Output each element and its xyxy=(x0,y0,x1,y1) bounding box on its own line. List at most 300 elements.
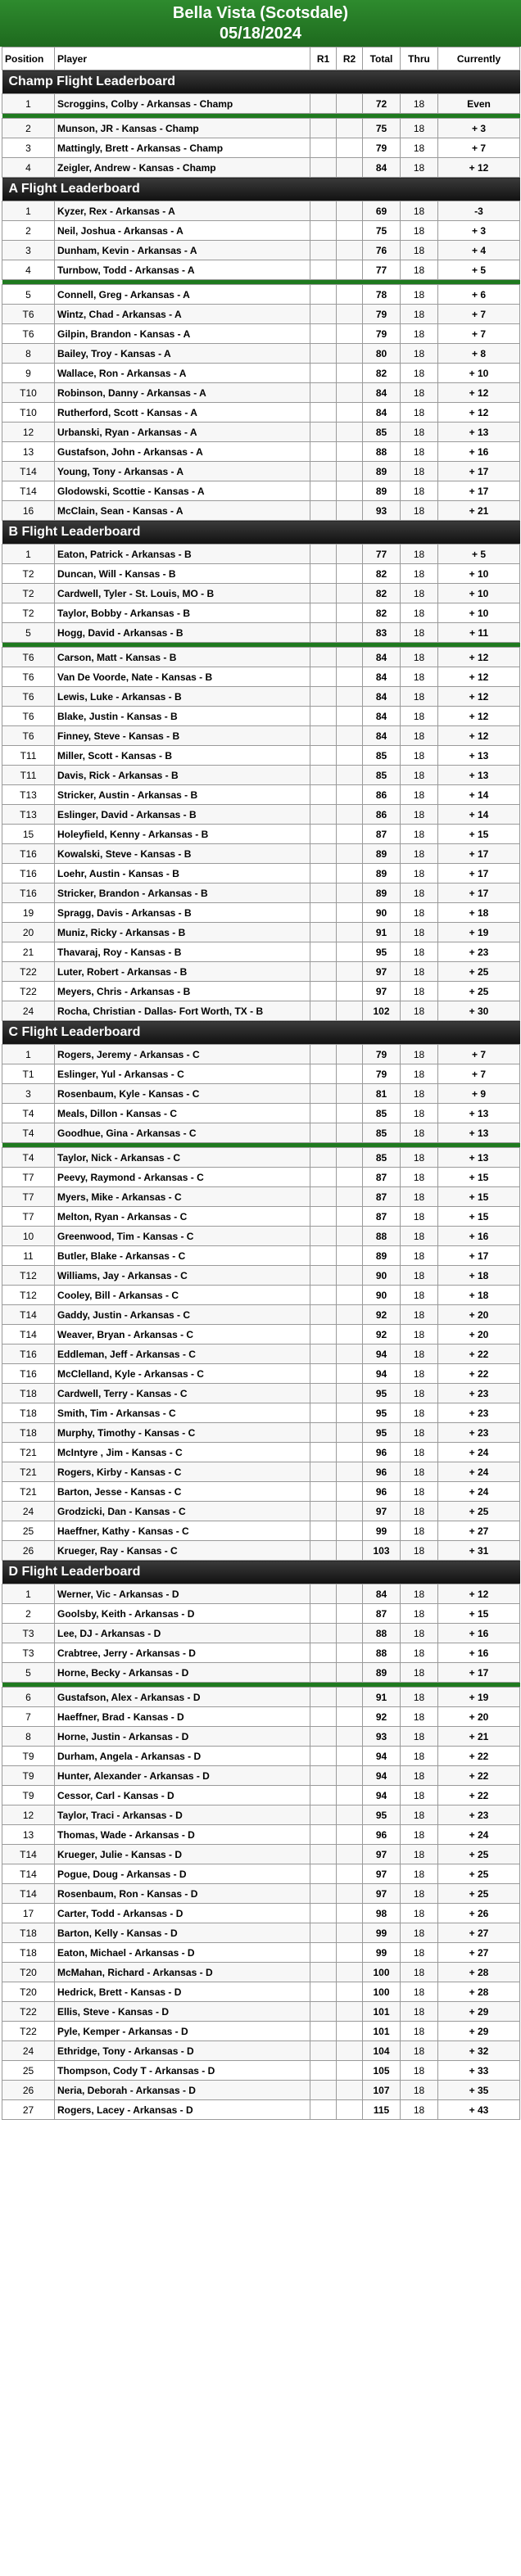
cell-r2 xyxy=(337,1227,363,1246)
cell-thru: 18 xyxy=(401,1786,438,1805)
cell-currently: + 25 xyxy=(438,982,520,1001)
cell-r1 xyxy=(310,1584,337,1604)
cell-player: Cardwell, Tyler - St. Louis, MO - B xyxy=(55,584,310,603)
cell-player: Rogers, Jeremy - Arkansas - C xyxy=(55,1045,310,1064)
table-row xyxy=(2,805,520,825)
cell-position: 13 xyxy=(2,1825,55,1845)
cell-position: T20 xyxy=(2,1982,55,2002)
cell-position: T16 xyxy=(2,884,55,903)
cell-player: Eslinger, David - Arkansas - B xyxy=(55,805,310,825)
cell-position: T12 xyxy=(2,1286,55,1305)
cell-currently: + 29 xyxy=(438,2022,520,2041)
cell-currently: + 17 xyxy=(438,481,520,501)
cell-currently: + 22 xyxy=(438,1747,520,1766)
cell-currently: + 24 xyxy=(438,1825,520,1845)
cell-r1 xyxy=(310,1766,337,1786)
table-row xyxy=(2,623,520,643)
cell-thru: 18 xyxy=(401,119,438,138)
cell-position: T7 xyxy=(2,1207,55,1227)
cell-total: 96 xyxy=(363,1482,401,1502)
cell-total: 88 xyxy=(363,1624,401,1643)
cell-player: Lewis, Luke - Arkansas - B xyxy=(55,687,310,707)
cell-position: 15 xyxy=(2,825,55,844)
cell-player: Rutherford, Scott - Kansas - A xyxy=(55,403,310,423)
cell-position: T14 xyxy=(2,1305,55,1325)
cell-r2 xyxy=(337,623,363,643)
flight-section-header xyxy=(2,70,520,94)
cell-r1 xyxy=(310,687,337,707)
cell-r2 xyxy=(337,603,363,623)
cell-r1 xyxy=(310,1168,337,1187)
cell-player: Taylor, Bobby - Arkansas - B xyxy=(55,603,310,623)
cell-position: 24 xyxy=(2,2041,55,2061)
table-row xyxy=(2,442,520,462)
cell-r1 xyxy=(310,305,337,324)
cell-thru: 18 xyxy=(401,1541,438,1561)
cell-total: 98 xyxy=(363,1904,401,1923)
cell-position: T1 xyxy=(2,1064,55,1084)
table-row xyxy=(2,726,520,746)
cell-currently: + 12 xyxy=(438,707,520,726)
cell-thru: 18 xyxy=(401,501,438,521)
cell-player: Kowalski, Steve - Kansas - B xyxy=(55,844,310,864)
cell-currently: + 27 xyxy=(438,1521,520,1541)
cell-position: T10 xyxy=(2,403,55,423)
cell-player: Gaddy, Justin - Arkansas - C xyxy=(55,1305,310,1325)
cell-currently: + 24 xyxy=(438,1462,520,1482)
cell-currently: + 23 xyxy=(438,1384,520,1403)
cell-player: Dunham, Kevin - Arkansas - A xyxy=(55,241,310,260)
cell-position: 12 xyxy=(2,423,55,442)
table-row xyxy=(2,923,520,942)
cell-r1 xyxy=(310,1462,337,1482)
cell-currently: + 16 xyxy=(438,442,520,462)
cell-r1 xyxy=(310,766,337,785)
cell-position: T16 xyxy=(2,864,55,884)
cell-thru: 18 xyxy=(401,241,438,260)
cell-total: 75 xyxy=(363,221,401,241)
cell-thru: 18 xyxy=(401,94,438,114)
table-row xyxy=(2,344,520,364)
cell-thru: 18 xyxy=(401,481,438,501)
table-row xyxy=(2,687,520,707)
cell-total: 77 xyxy=(363,545,401,564)
cell-r2 xyxy=(337,324,363,344)
cell-currently: + 20 xyxy=(438,1325,520,1344)
cell-thru: 18 xyxy=(401,1502,438,1521)
cell-r2 xyxy=(337,1001,363,1021)
cell-r1 xyxy=(310,1384,337,1403)
cell-r1 xyxy=(310,1104,337,1123)
cell-player: Gustafson, John - Arkansas - A xyxy=(55,442,310,462)
table-row xyxy=(2,158,520,178)
cell-player: Krueger, Julie - Kansas - D xyxy=(55,1845,310,1864)
cell-r2 xyxy=(337,241,363,260)
cell-player: Urbanski, Ryan - Arkansas - A xyxy=(55,423,310,442)
cell-thru: 18 xyxy=(401,1364,438,1384)
cell-r1 xyxy=(310,1266,337,1286)
cell-total: 90 xyxy=(363,903,401,923)
cell-thru: 18 xyxy=(401,2081,438,2100)
cell-r1 xyxy=(310,1923,337,1943)
table-row xyxy=(2,1688,520,1707)
cell-total: 99 xyxy=(363,1521,401,1541)
table-row xyxy=(2,119,520,138)
cell-player: Pyle, Kemper - Arkansas - D xyxy=(55,2022,310,2041)
table-row xyxy=(2,1084,520,1104)
table-row xyxy=(2,707,520,726)
cell-player: Loehr, Austin - Kansas - B xyxy=(55,864,310,884)
cell-thru: 18 xyxy=(401,903,438,923)
cell-player: Myers, Mike - Arkansas - C xyxy=(55,1187,310,1207)
cell-thru: 18 xyxy=(401,785,438,805)
cell-position: T3 xyxy=(2,1624,55,1643)
cell-thru: 18 xyxy=(401,2061,438,2081)
cell-r2 xyxy=(337,1207,363,1227)
cell-currently: + 5 xyxy=(438,545,520,564)
cell-position: 4 xyxy=(2,158,55,178)
cell-total: 100 xyxy=(363,1963,401,1982)
cell-currently: + 22 xyxy=(438,1766,520,1786)
cell-player: Cardwell, Terry - Kansas - C xyxy=(55,1384,310,1403)
cell-r2 xyxy=(337,1707,363,1727)
cell-total: 79 xyxy=(363,138,401,158)
cell-currently: + 3 xyxy=(438,221,520,241)
cell-player: Hedrick, Brett - Kansas - D xyxy=(55,1982,310,2002)
cell-player: Thompson, Cody T - Arkansas - D xyxy=(55,2061,310,2081)
table-row xyxy=(2,2100,520,2120)
cell-currently: + 16 xyxy=(438,1643,520,1663)
cell-thru: 18 xyxy=(401,1266,438,1286)
cell-currently: + 13 xyxy=(438,1148,520,1168)
cell-r1 xyxy=(310,1286,337,1305)
cell-position: 8 xyxy=(2,1727,55,1747)
cell-position: 1 xyxy=(2,545,55,564)
cell-position: T7 xyxy=(2,1168,55,1187)
cell-thru: 18 xyxy=(401,1943,438,1963)
cell-position: T16 xyxy=(2,844,55,864)
cell-currently: + 7 xyxy=(438,138,520,158)
cell-r1 xyxy=(310,1482,337,1502)
cell-position: 20 xyxy=(2,923,55,942)
cell-position: 4 xyxy=(2,260,55,280)
cell-position: 5 xyxy=(2,623,55,643)
cell-thru: 18 xyxy=(401,201,438,221)
cell-position: 2 xyxy=(2,119,55,138)
cell-player: Barton, Jesse - Kansas - C xyxy=(55,1482,310,1502)
cell-currently: + 5 xyxy=(438,260,520,280)
cell-r1 xyxy=(310,1884,337,1904)
cell-total: 97 xyxy=(363,982,401,1001)
table-row xyxy=(2,1747,520,1766)
cell-r2 xyxy=(337,1766,363,1786)
cell-position: 7 xyxy=(2,1707,55,1727)
cell-position: 27 xyxy=(2,2100,55,2120)
cell-currently: + 29 xyxy=(438,2002,520,2022)
cell-player: Eaton, Michael - Arkansas - D xyxy=(55,1943,310,1963)
cell-total: 95 xyxy=(363,1805,401,1825)
cell-player: Greenwood, Tim - Kansas - C xyxy=(55,1227,310,1246)
cell-player: McIntyre , Jim - Kansas - C xyxy=(55,1443,310,1462)
cell-position: 16 xyxy=(2,501,55,521)
cell-position: T6 xyxy=(2,305,55,324)
cell-position: 25 xyxy=(2,1521,55,1541)
cell-total: 95 xyxy=(363,1423,401,1443)
cell-position: T18 xyxy=(2,1384,55,1403)
cell-total: 96 xyxy=(363,1443,401,1462)
table-row xyxy=(2,1305,520,1325)
cell-r1 xyxy=(310,403,337,423)
table-row xyxy=(2,1502,520,1521)
cell-thru: 18 xyxy=(401,344,438,364)
table-row xyxy=(2,260,520,280)
cell-thru: 18 xyxy=(401,1825,438,1845)
cell-currently: + 17 xyxy=(438,844,520,864)
cell-currently: + 19 xyxy=(438,1688,520,1707)
cell-position: T9 xyxy=(2,1786,55,1805)
cell-total: 89 xyxy=(363,844,401,864)
cell-r2 xyxy=(337,1584,363,1604)
cell-r2 xyxy=(337,305,363,324)
cell-position: T4 xyxy=(2,1104,55,1123)
cell-r2 xyxy=(337,1123,363,1143)
cell-r1 xyxy=(310,1825,337,1845)
cell-total: 103 xyxy=(363,1541,401,1561)
cell-r1 xyxy=(310,241,337,260)
cell-r2 xyxy=(337,825,363,844)
cell-currently: + 12 xyxy=(438,403,520,423)
flight-title: Champ Flight Leaderboard xyxy=(2,70,520,94)
cell-currently: + 25 xyxy=(438,1884,520,1904)
table-row xyxy=(2,1663,520,1683)
table-row xyxy=(2,364,520,383)
cell-thru: 18 xyxy=(401,462,438,481)
table-row xyxy=(2,1805,520,1825)
cell-currently: + 22 xyxy=(438,1364,520,1384)
cell-player: Carson, Matt - Kansas - B xyxy=(55,648,310,667)
cell-position: T14 xyxy=(2,481,55,501)
cell-currently: + 23 xyxy=(438,1805,520,1825)
cell-player: Turnbow, Todd - Arkansas - A xyxy=(55,260,310,280)
cell-currently: + 10 xyxy=(438,364,520,383)
cell-total: 69 xyxy=(363,201,401,221)
cell-r2 xyxy=(337,1084,363,1104)
cell-player: Goolsby, Keith - Arkansas - D xyxy=(55,1604,310,1624)
cell-player: Zeigler, Andrew - Kansas - Champ xyxy=(55,158,310,178)
cell-position: T6 xyxy=(2,648,55,667)
cell-total: 94 xyxy=(363,1747,401,1766)
cell-player: Taylor, Nick - Arkansas - C xyxy=(55,1148,310,1168)
table-row xyxy=(2,1104,520,1123)
table-row xyxy=(2,403,520,423)
cell-r1 xyxy=(310,623,337,643)
table-row xyxy=(2,1187,520,1207)
table-row xyxy=(2,1462,520,1482)
cell-r1 xyxy=(310,1064,337,1084)
cell-r2 xyxy=(337,2002,363,2022)
cell-currently: + 20 xyxy=(438,1305,520,1325)
cell-position: T4 xyxy=(2,1148,55,1168)
cell-position: T12 xyxy=(2,1266,55,1286)
cell-currently: + 21 xyxy=(438,1727,520,1747)
cell-total: 84 xyxy=(363,648,401,667)
cell-player: Finney, Steve - Kansas - B xyxy=(55,726,310,746)
cell-position: T10 xyxy=(2,383,55,403)
cell-r1 xyxy=(310,119,337,138)
cell-r2 xyxy=(337,844,363,864)
table-row xyxy=(2,1963,520,1982)
table-row xyxy=(2,501,520,521)
cell-r1 xyxy=(310,1707,337,1727)
table-row xyxy=(2,1344,520,1364)
cell-position: T22 xyxy=(2,2002,55,2022)
cell-thru: 18 xyxy=(401,623,438,643)
cell-currently: + 23 xyxy=(438,1403,520,1423)
cell-total: 84 xyxy=(363,707,401,726)
flight-title: B Flight Leaderboard xyxy=(2,521,520,545)
cell-r2 xyxy=(337,864,363,884)
cell-position: T9 xyxy=(2,1766,55,1786)
cell-currently: + 12 xyxy=(438,648,520,667)
table-row xyxy=(2,285,520,305)
cell-r1 xyxy=(310,1148,337,1168)
cell-position: T18 xyxy=(2,1403,55,1423)
cell-player: Eaton, Patrick - Arkansas - B xyxy=(55,545,310,564)
table-row xyxy=(2,1482,520,1502)
cell-r2 xyxy=(337,766,363,785)
cell-r2 xyxy=(337,1148,363,1168)
cell-total: 94 xyxy=(363,1786,401,1805)
cell-position: T14 xyxy=(2,1325,55,1344)
cell-player: Grodzicki, Dan - Kansas - C xyxy=(55,1502,310,1521)
cell-currently: + 13 xyxy=(438,1123,520,1143)
cell-total: 79 xyxy=(363,305,401,324)
cell-position: T3 xyxy=(2,1643,55,1663)
cell-r1 xyxy=(310,667,337,687)
cell-currently: + 15 xyxy=(438,1187,520,1207)
cell-total: 83 xyxy=(363,623,401,643)
cell-r2 xyxy=(337,2081,363,2100)
cell-r2 xyxy=(337,1045,363,1064)
cell-currently: + 16 xyxy=(438,1624,520,1643)
table-row xyxy=(2,2022,520,2041)
column-header-row xyxy=(2,47,520,70)
table-row xyxy=(2,825,520,844)
cell-player: Rogers, Lacey - Arkansas - D xyxy=(55,2100,310,2120)
cell-thru: 18 xyxy=(401,1104,438,1123)
table-row xyxy=(2,1246,520,1266)
table-row xyxy=(2,1624,520,1643)
cell-r2 xyxy=(337,1963,363,1982)
cell-total: 80 xyxy=(363,344,401,364)
cell-r1 xyxy=(310,1443,337,1462)
flight-title: A Flight Leaderboard xyxy=(2,178,520,201)
leaderboard-body xyxy=(2,70,520,2120)
cell-player: Ethridge, Tony - Arkansas - D xyxy=(55,2041,310,2061)
cell-player: Kyzer, Rex - Arkansas - A xyxy=(55,201,310,221)
cell-r2 xyxy=(337,1604,363,1624)
table-row xyxy=(2,564,520,584)
cell-r2 xyxy=(337,1786,363,1805)
flight-section-header xyxy=(2,1021,520,1045)
cell-r2 xyxy=(337,726,363,746)
cell-total: 94 xyxy=(363,1766,401,1786)
cell-thru: 18 xyxy=(401,1624,438,1643)
table-row xyxy=(2,1364,520,1384)
cell-currently: + 27 xyxy=(438,1923,520,1943)
cell-thru: 18 xyxy=(401,324,438,344)
cell-r1 xyxy=(310,1423,337,1443)
col-r2: R2 xyxy=(337,47,363,70)
cell-thru: 18 xyxy=(401,687,438,707)
cell-r1 xyxy=(310,825,337,844)
cell-position: 24 xyxy=(2,1502,55,1521)
cell-total: 87 xyxy=(363,825,401,844)
cell-r2 xyxy=(337,158,363,178)
cell-currently: + 7 xyxy=(438,324,520,344)
cell-r2 xyxy=(337,403,363,423)
cell-position: 3 xyxy=(2,1084,55,1104)
cell-thru: 18 xyxy=(401,1688,438,1707)
cell-player: Butler, Blake - Arkansas - C xyxy=(55,1246,310,1266)
cell-thru: 18 xyxy=(401,2100,438,2120)
cell-position: T21 xyxy=(2,1462,55,1482)
cell-player: Young, Tony - Arkansas - A xyxy=(55,462,310,481)
cell-currently: + 18 xyxy=(438,1266,520,1286)
cell-currently: + 12 xyxy=(438,667,520,687)
table-row xyxy=(2,1864,520,1884)
cell-player: Rosenbaum, Kyle - Kansas - C xyxy=(55,1084,310,1104)
cell-r2 xyxy=(337,584,363,603)
cell-thru: 18 xyxy=(401,260,438,280)
cell-r1 xyxy=(310,1624,337,1643)
cell-currently: + 26 xyxy=(438,1904,520,1923)
cell-thru: 18 xyxy=(401,1805,438,1825)
cell-total: 96 xyxy=(363,1825,401,1845)
cell-total: 85 xyxy=(363,423,401,442)
cell-thru: 18 xyxy=(401,923,438,942)
cell-position: 17 xyxy=(2,1904,55,1923)
cell-r1 xyxy=(310,884,337,903)
cell-currently: + 19 xyxy=(438,923,520,942)
cell-r1 xyxy=(310,324,337,344)
cell-position: 10 xyxy=(2,1227,55,1246)
cell-r1 xyxy=(310,1001,337,1021)
cell-position: 1 xyxy=(2,1584,55,1604)
cell-currently: + 33 xyxy=(438,2061,520,2081)
cell-player: Duncan, Will - Kansas - B xyxy=(55,564,310,584)
cell-position: T16 xyxy=(2,1364,55,1384)
cell-r2 xyxy=(337,462,363,481)
cell-position: T14 xyxy=(2,1845,55,1864)
cell-position: T21 xyxy=(2,1443,55,1462)
cell-thru: 18 xyxy=(401,403,438,423)
cell-position: 5 xyxy=(2,1663,55,1683)
cell-r2 xyxy=(337,501,363,521)
cell-player: Barton, Kelly - Kansas - D xyxy=(55,1923,310,1943)
table-row xyxy=(2,1766,520,1786)
cell-thru: 18 xyxy=(401,383,438,403)
cell-player: Rogers, Kirby - Kansas - C xyxy=(55,1462,310,1482)
table-row xyxy=(2,462,520,481)
cell-r2 xyxy=(337,119,363,138)
cell-thru: 18 xyxy=(401,1521,438,1541)
cell-total: 86 xyxy=(363,805,401,825)
cell-total: 102 xyxy=(363,1001,401,1021)
cell-thru: 18 xyxy=(401,1904,438,1923)
cell-thru: 18 xyxy=(401,1064,438,1084)
table-row xyxy=(2,2041,520,2061)
